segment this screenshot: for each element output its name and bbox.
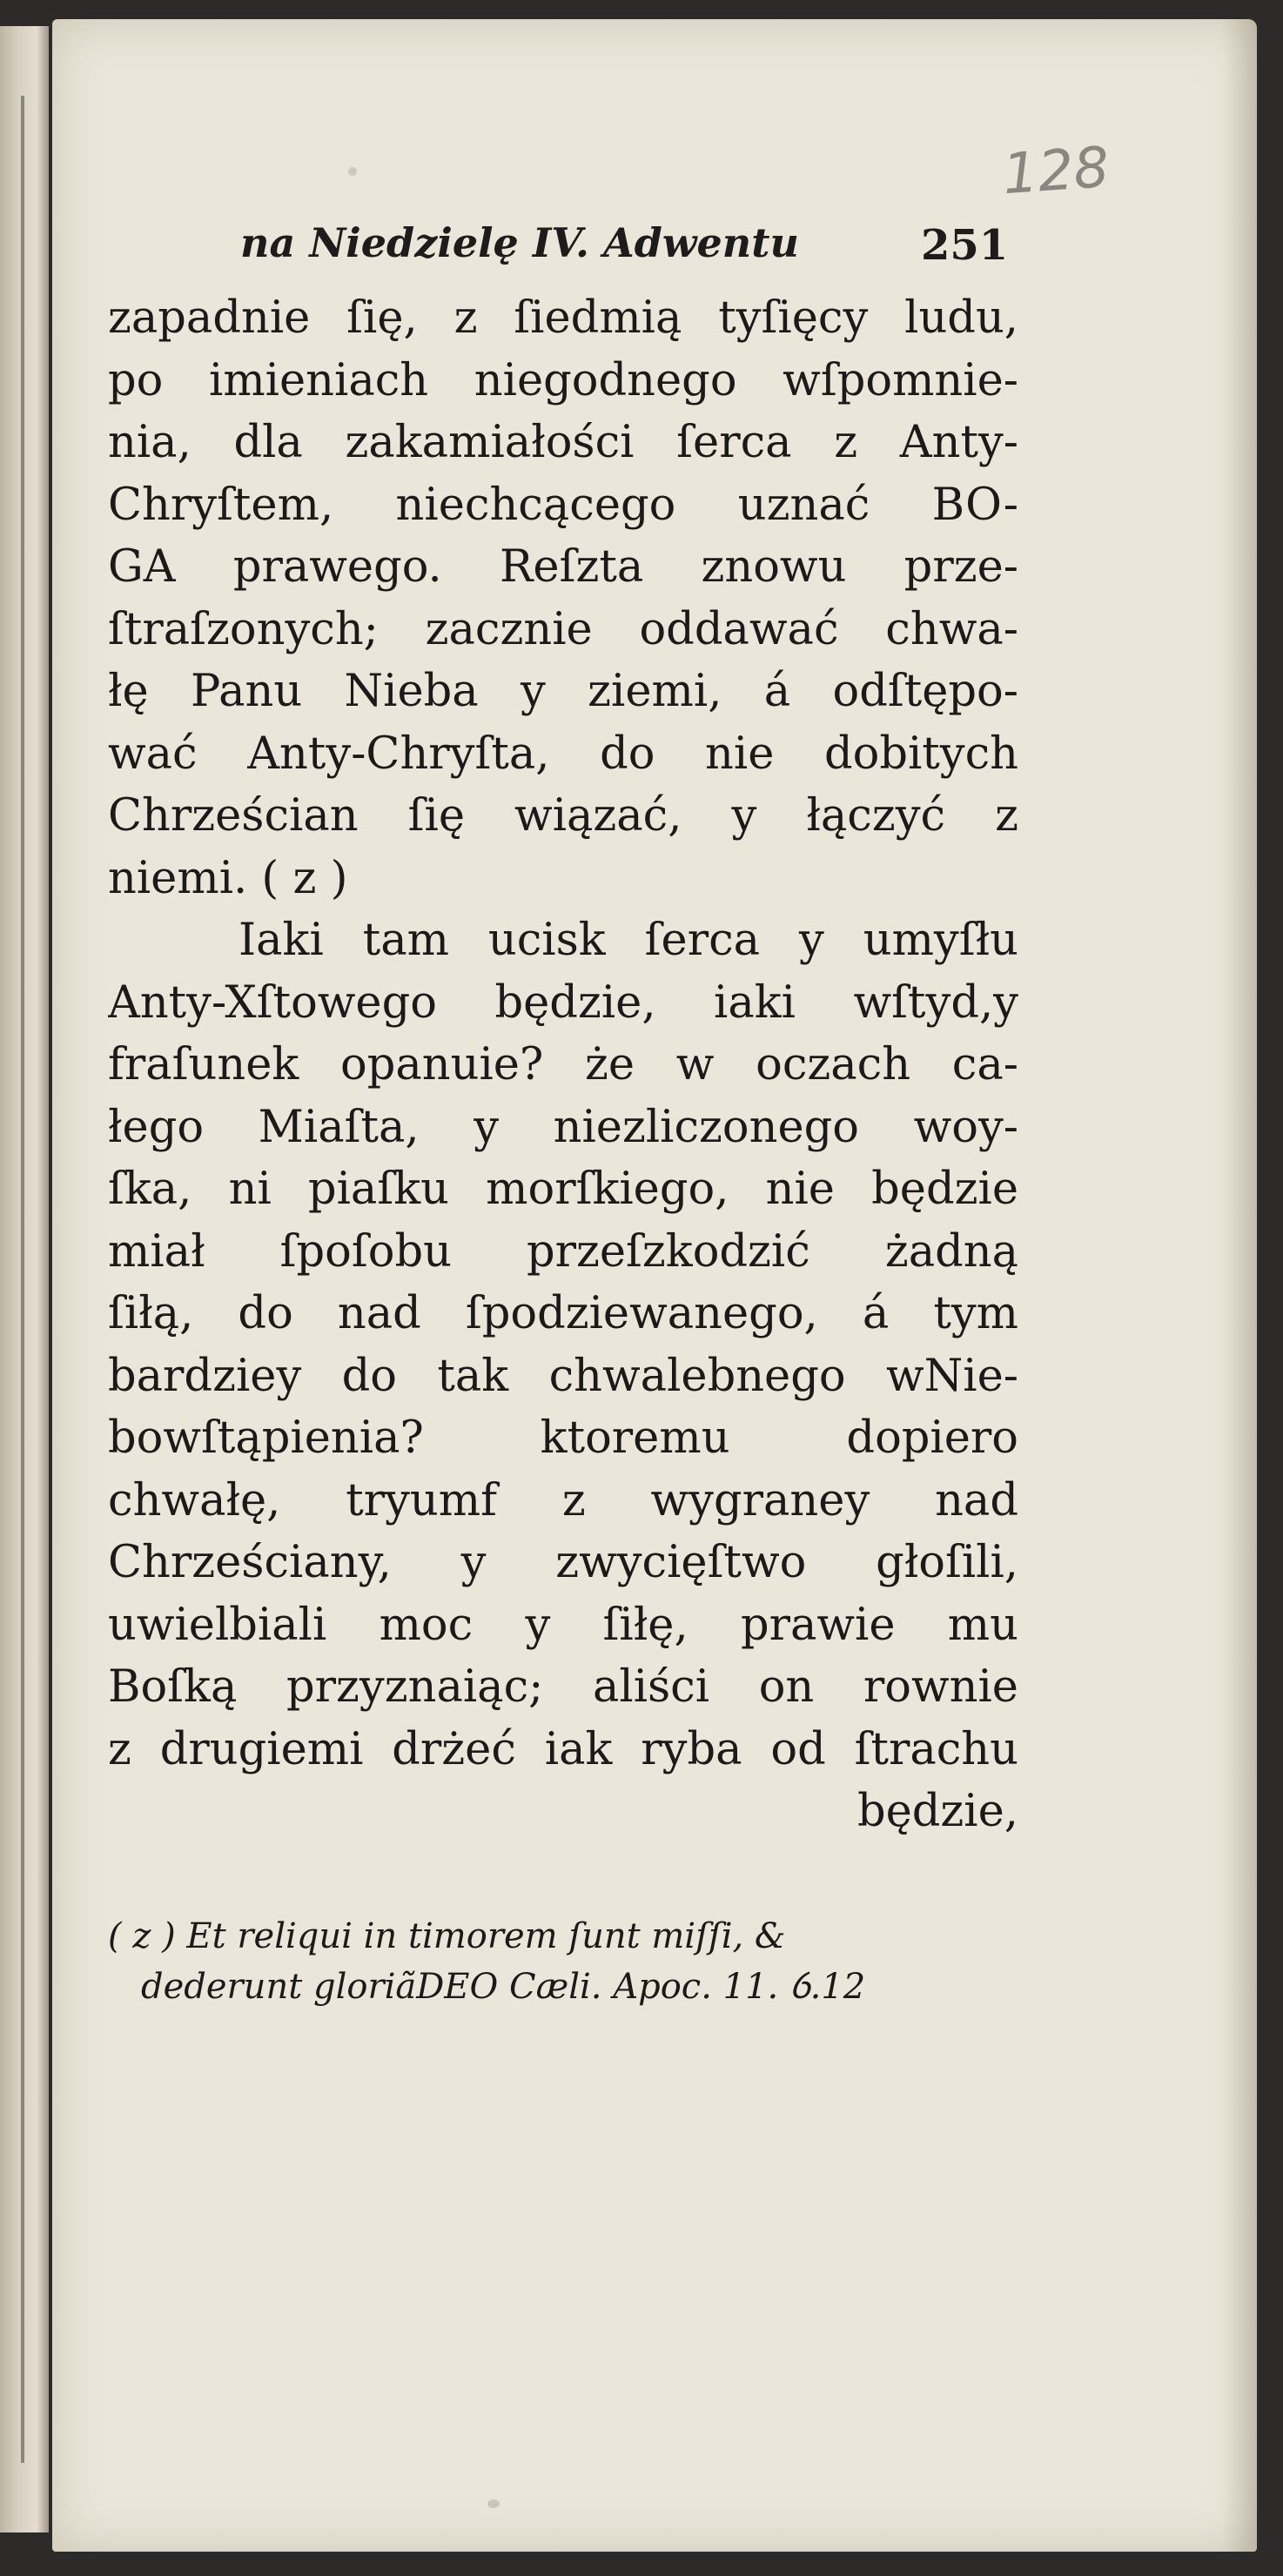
text-line: z drugiemi drżeć iak ryba od ſtrachu <box>108 1723 1018 1775</box>
text-line: zapadnie ſię, z ſiedmią tyſięcy ludu, <box>108 292 1018 344</box>
text-line: fraſunek opanuie? że w oczach ca- <box>108 1039 1018 1090</box>
text-line: Anty-Xſtowego będzie, iaki wſtyd,y <box>108 976 1018 1029</box>
paper-spot <box>487 2499 500 2508</box>
text-line: wać Anty-Chryſta, do nie dobitych <box>108 728 1018 780</box>
text-line: ſka, ni piaſku morſkiego, nie będzie <box>108 1164 1018 1215</box>
adjacent-page-edge <box>0 26 49 2532</box>
text-line: łego Miaſta, y niezliczonego woy- <box>108 1101 1018 1153</box>
gutter-rule <box>21 96 24 2463</box>
text-line: bardziey do tak chwalebnego wNie- <box>108 1350 1018 1402</box>
text-line: łę Panu Nieba y ziemi, á odſtępo- <box>108 666 1018 717</box>
paragraph-start-line: Iaki tam ucisk ſerca y umyſłu <box>238 915 1018 966</box>
text-line: bowſtąpienia? ktoremu dopiero <box>108 1412 1018 1464</box>
paper-spot <box>348 167 357 176</box>
page-edge-shadow <box>1222 19 1257 2552</box>
catchword: będzie, <box>856 1786 1018 1837</box>
footnote-line: dederunt gloriãDEO Cæli. Apoc. 11. ỽ.12 <box>141 1967 866 2007</box>
text-line: chwałę, tryumf z wygraney nad <box>108 1474 1018 1526</box>
text-line: uwielbiali moc y ſiłę, prawie mu <box>108 1599 1018 1651</box>
text-line: ſiłą, do nad ſpodziewanego, á tym <box>108 1288 1018 1339</box>
handwritten-folio-number: 128 <box>1000 135 1112 208</box>
text-line: GA prawego. Reſzta znowu prze- <box>108 541 1018 593</box>
body-text <box>108 287 1018 1843</box>
footnote <box>108 1911 1018 2012</box>
page-number: 251 <box>921 221 1009 270</box>
text-line: Boſką przyznaiąc; aliści on rownie <box>108 1661 1018 1713</box>
text-line: miał ſpoſobu przeſzkodzić żadną <box>108 1225 1018 1278</box>
footnote-line: ( z ) Et reliqui in timorem ſunt miſſi, & <box>108 1916 786 1956</box>
running-head: na Niedzielę IV. Adwentu <box>240 219 799 266</box>
text-line: po imieniach niegodnego wſpomnie- <box>108 354 1018 406</box>
text-line: nia, dla zakamiałości ſerca z Anty- <box>108 417 1018 468</box>
text-line: niemi. ( z ) <box>108 852 348 904</box>
text-line: Chryſtem, niechcącego uznać BO- <box>108 479 1018 531</box>
text-line: Chrześcian ſię wiązać, y łączyć z <box>108 790 1018 842</box>
text-line: Chrześciany, y zwycięſtwo głoſili, <box>108 1537 1018 1588</box>
text-line: ſtraſzonych; zacznie oddawać chwa- <box>108 603 1018 655</box>
